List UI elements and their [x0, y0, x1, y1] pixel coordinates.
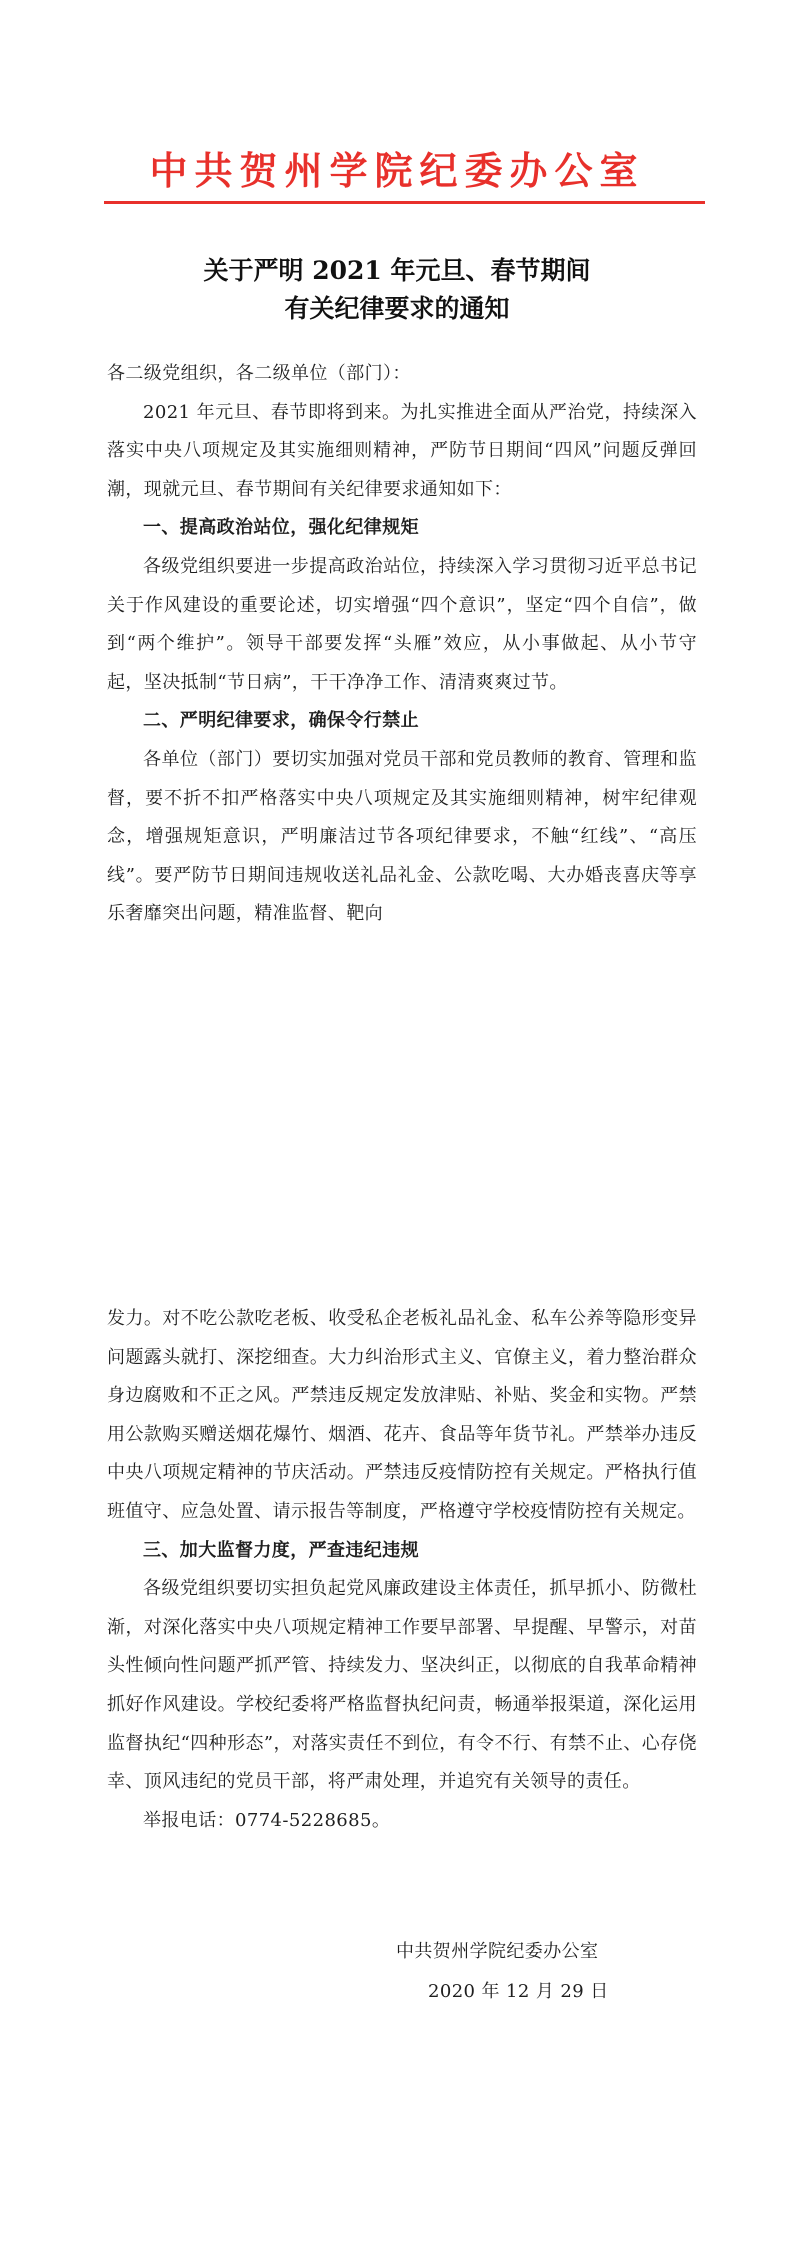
letterhead-red-rule: [104, 201, 705, 204]
section-2-paragraph-part-2: 发力。对不吃公款吃老板、收受私企老板礼品礼金、私车公养等隐形变异问题露头就打、深挖细查。大力纠治形式主义、官僚主义，着力整治群众身边腐败和不正之风。严禁违反规定发放津贴、补贴、奖金和实物。严禁用公款购买赠送烟花爆竹、烟酒、花卉、食品等年货节礼。严禁举办违反中央八项规定精神的节庆活动。严禁违反疫情防控有关规定。严格执行值班值守、应急处置、请示报告等制度，严格遵守学校疫情防控有关规定。: [107, 1308, 697, 1522]
section-3-heading: 三、加大监督力度，严查违纪违规: [143, 1539, 419, 1561]
section-1-paragraph: 各级党组织要进一步提高政治站位，持续深入学习贯彻习近平总书记关于作风建设的重要论述，切实增强“四个意识”，坚定“四个自信”，做到“两个维护”。领导干部要发挥“头雁”效应，从小事做起、从小节守起，坚决抵制“节日病”，干干净净工作、清清爽爽过节。: [107, 555, 697, 693]
notice-title-line-1: 关于严明 2021 年元旦、春节期间: [203, 256, 591, 285]
section-3-paragraph: 各级党组织要切实担负起党风廉政建设主体责任，抓早抓小、防微杜渐，对深化落实中央八项规定精神工作要早部署、早提醒、早警示，对苗头性倾向性问题严抓严管、持续发力、坚决纠正，以彻底的自我革命精神抓好作风建设。学校纪委将严格监督执纪问责，畅通举报渠道，深化运用监督执纪“四种形态”，对落实责任不到位，有令不行、有禁不止、心存侥幸、顶风违纪的党员干部，将严肃处理，并追究有关领导的责任。: [107, 1578, 697, 1793]
section-1-heading: 一、提高政治站位，强化纪律规矩: [143, 517, 419, 539]
report-hotline: 举报电话：0774-5228685。: [143, 1809, 391, 1831]
letterhead-title: 中共贺州学院纪委办公室: [149, 149, 645, 193]
intro-paragraph: 2021 年元旦、春节即将到来。为扎实推进全面从严治党，持续深入落实中央八项规定及其实施细则精神，严防节日期间“四风”问题反弹回潮，现就元旦、春节期间有关纪律要求通知如下：: [107, 401, 697, 500]
notice-body-lower: [107, 1300, 697, 1840]
notice-title: [0, 252, 794, 328]
section-2-heading: 二、严明纪律要求，确保令行禁止: [143, 710, 419, 732]
signature-organization: 中共贺州学院纪委办公室: [396, 1941, 599, 1962]
section-2-paragraph-part-1: 各单位（部门）要切实加强对党员干部和党员教师的教育、管理和监督，要不折不扣严格落实中央八项规定及其实施细则精神，树牢纪律观念，增强规矩意识，严明廉洁过节各项纪律要求，不触“红线”、“高压线”。要严防节日期间违规收送礼品礼金、公款吃喝、大办婚丧喜庆等享乐奢靡突出问题，精准监督、靶向: [107, 748, 697, 925]
salutation: 各二级党组织，各二级单位（部门）：: [107, 363, 411, 384]
notice-body-upper: [107, 355, 697, 934]
notice-title-line-2: 有关纪律要求的通知: [284, 294, 510, 323]
signature-date: 2020 年 12 月 29 日: [428, 1981, 609, 2002]
